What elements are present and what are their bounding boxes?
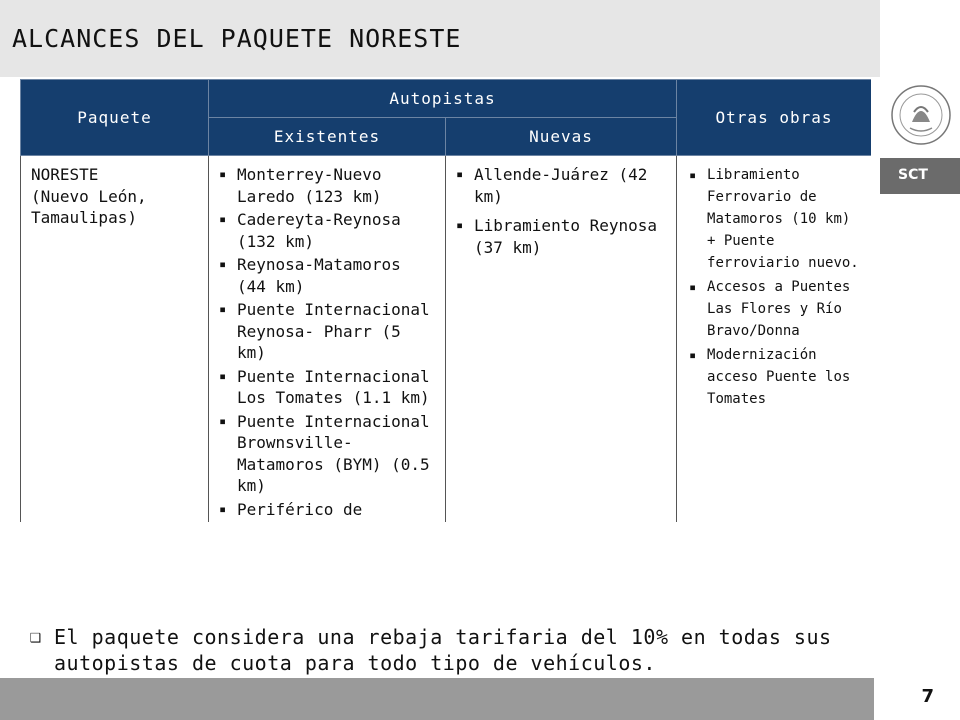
list-item: ▪ Accesos a Puentes Las Flores y Río Bravo/Donna (689, 276, 865, 342)
list-item: ▪ Periférico de (219, 499, 439, 521)
footer-bar (0, 678, 874, 720)
list-item: ▪ Modernización acceso Puente los Tomates (689, 344, 865, 410)
slide-title: ALCANCES DEL PAQUETE NORESTE (12, 24, 462, 53)
sct-logo (880, 158, 960, 194)
list-item: ▪ Puente Internacional Brownsville-Matamoros (BYM) (0.5 km) (219, 411, 439, 497)
list-item: ▪ Monterrey-Nuevo Laredo (123 km) (219, 164, 439, 207)
footnote-text: El paquete considera una rebaja tarifaria del 10% en todas sus autopistas de cuota para todo tipo de vehículos. (54, 625, 832, 675)
cell-nuevas (446, 156, 677, 523)
cell-existentes (209, 156, 446, 523)
list-item: ▪ Puente Internacional Los Tomates (1.1 km) (219, 366, 439, 409)
cell-paquete (21, 156, 209, 523)
checkbox-bullet-icon: ❑ (30, 626, 41, 647)
title-bar (0, 0, 880, 77)
header-otras-obras: Otras obras (677, 80, 871, 156)
cell-otras-obras (677, 156, 871, 523)
header-paquete: Paquete (21, 80, 209, 156)
header-existentes: Existentes (209, 118, 446, 156)
list-item: ▪ Cadereyta-Reynosa (132 km) (219, 209, 439, 252)
page-number: 7 (921, 686, 934, 707)
header-nuevas: Nuevas (446, 118, 677, 156)
paquete-line: NORESTE (31, 165, 99, 184)
list-item: ▪ Reynosa-Matamoros (44 km) (219, 254, 439, 297)
national-seal-icon (890, 82, 952, 148)
list-item: ▪ Libramiento Reynosa (37 km) (456, 215, 670, 258)
sct-logo-text: SCT (898, 167, 928, 183)
paquete-line: Tamaulipas) (31, 208, 137, 227)
branding-panel (880, 0, 960, 720)
list-item: ▪ Puente Internacional Reynosa- Pharr (5 km) (219, 299, 439, 364)
page-number-box (880, 678, 960, 720)
paquete-line: (Nuevo León, (31, 186, 147, 206)
list-item: ▪ Allende-Juárez (42 km) (456, 164, 670, 207)
header-autopistas: Autopistas (209, 80, 677, 118)
table-row (21, 156, 872, 523)
list-item: ▪ Libramiento Ferrovario de Matamoros (10 km) + Puente ferroviario nuevo. (689, 164, 865, 274)
footnote (30, 624, 850, 676)
